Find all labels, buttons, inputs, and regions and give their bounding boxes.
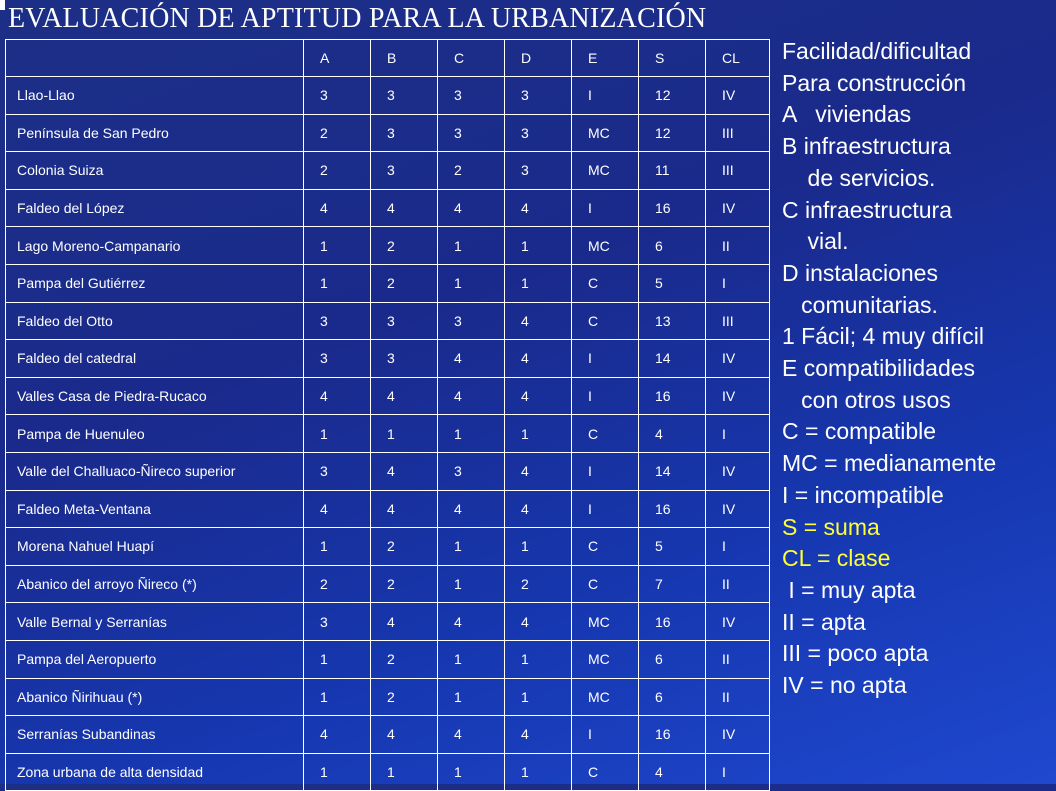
value-cell-s: 14 [639, 452, 706, 490]
value-cell-d: 1 [505, 264, 572, 302]
aptitude-table [5, 39, 770, 791]
value-cell-a: 4 [304, 716, 371, 754]
value-cell-e: I [572, 716, 639, 754]
legend-line: 1 Fácil; 4 muy difícil [782, 323, 984, 350]
value-cell-cl: IV [706, 377, 770, 415]
value-cell-cl: IV [706, 77, 770, 115]
legend-line: Para construcción [782, 69, 967, 96]
value-cell-cl: I [706, 415, 770, 453]
value-cell-cl: I [706, 264, 770, 302]
value-cell-c: 3 [438, 77, 505, 115]
header-cell-s: S [639, 40, 706, 77]
value-cell-e: C [572, 302, 639, 340]
table-row [6, 603, 770, 641]
value-cell-cl: IV [706, 603, 770, 641]
table-row [6, 452, 770, 490]
value-cell-e: C [572, 415, 639, 453]
zone-name-cell: Morena Nahuel Huapí [6, 528, 304, 566]
value-cell-cl: IV [706, 452, 770, 490]
table-row [6, 565, 770, 603]
value-cell-c: 4 [438, 716, 505, 754]
value-cell-c: 4 [438, 603, 505, 641]
zone-name-cell: Faldeo del Otto [6, 302, 304, 340]
value-cell-a: 4 [304, 490, 371, 528]
header-cell-b: B [371, 40, 438, 77]
value-cell-s: 5 [639, 528, 706, 566]
value-cell-cl: II [706, 640, 770, 678]
value-cell-d: 1 [505, 227, 572, 265]
value-cell-cl: II [706, 678, 770, 716]
value-cell-d: 4 [505, 302, 572, 340]
value-cell-a: 1 [304, 753, 371, 791]
value-cell-s: 16 [639, 716, 706, 754]
value-cell-d: 1 [505, 678, 572, 716]
value-cell-b: 3 [371, 77, 438, 115]
value-cell-s: 6 [639, 640, 706, 678]
legend-line: CL = clase [782, 545, 891, 572]
value-cell-a: 2 [304, 152, 371, 190]
value-cell-a: 4 [304, 189, 371, 227]
zone-name-cell: Colonia Suiza [6, 152, 304, 190]
value-cell-s: 6 [639, 227, 706, 265]
value-cell-d: 3 [505, 114, 572, 152]
zone-name-cell: Faldeo Meta-Ventana [6, 490, 304, 528]
value-cell-d: 4 [505, 377, 572, 415]
value-cell-e: C [572, 565, 639, 603]
table-row [6, 678, 770, 716]
value-cell-s: 16 [639, 377, 706, 415]
legend-line: I = muy apta [782, 576, 916, 603]
value-cell-a: 1 [304, 528, 371, 566]
value-cell-c: 1 [438, 528, 505, 566]
value-cell-b: 4 [371, 603, 438, 641]
zone-name-cell: Faldeo del López [6, 189, 304, 227]
value-cell-d: 1 [505, 415, 572, 453]
value-cell-cl: III [706, 152, 770, 190]
legend-line: IV = no apta [782, 672, 907, 699]
zone-name-cell: Península de San Pedro [6, 114, 304, 152]
legend-line: C infraestructura [782, 196, 953, 223]
value-cell-b: 4 [371, 377, 438, 415]
value-cell-e: MC [572, 152, 639, 190]
value-cell-c: 1 [438, 415, 505, 453]
legend-line: con otros usos [782, 386, 951, 413]
value-cell-cl: I [706, 753, 770, 791]
value-cell-cl: I [706, 528, 770, 566]
header-cell-a: A [304, 40, 371, 77]
value-cell-cl: IV [706, 340, 770, 378]
header-cell-cl: CL [706, 40, 770, 77]
legend [782, 36, 1054, 702]
value-cell-cl: IV [706, 490, 770, 528]
value-cell-c: 4 [438, 377, 505, 415]
table-row [6, 77, 770, 115]
value-cell-a: 3 [304, 77, 371, 115]
value-cell-b: 4 [371, 452, 438, 490]
legend-line: comunitarias. [782, 291, 938, 318]
value-cell-d: 3 [505, 77, 572, 115]
value-cell-b: 3 [371, 152, 438, 190]
legend-line: B infraestructura [782, 133, 951, 160]
legend-line: III = poco apta [782, 640, 929, 667]
zone-name-cell: Llao-Llao [6, 77, 304, 115]
value-cell-e: I [572, 452, 639, 490]
value-cell-d: 4 [505, 716, 572, 754]
value-cell-c: 4 [438, 340, 505, 378]
zone-name-cell: Pampa del Aeropuerto [6, 640, 304, 678]
zone-name-cell: Abanico del arroyo Ñireco (*) [6, 565, 304, 603]
zone-name-cell: Valles Casa de Piedra-Rucaco [6, 377, 304, 415]
value-cell-b: 2 [371, 227, 438, 265]
value-cell-d: 4 [505, 490, 572, 528]
value-cell-a: 2 [304, 565, 371, 603]
header-cell-name [6, 40, 304, 77]
legend-line: MC = medianamente [782, 450, 997, 477]
value-cell-c: 4 [438, 189, 505, 227]
value-cell-e: MC [572, 227, 639, 265]
value-cell-s: 16 [639, 490, 706, 528]
value-cell-a: 1 [304, 264, 371, 302]
table-row [6, 716, 770, 754]
table-row [6, 152, 770, 190]
value-cell-b: 2 [371, 640, 438, 678]
table-row [6, 415, 770, 453]
legend-line: Facilidad/dificultad [782, 38, 972, 64]
value-cell-a: 3 [304, 452, 371, 490]
value-cell-cl: III [706, 302, 770, 340]
value-cell-s: 7 [639, 565, 706, 603]
zone-name-cell: Serranías Subandinas [6, 716, 304, 754]
value-cell-e: I [572, 77, 639, 115]
value-cell-c: 1 [438, 640, 505, 678]
legend-line: E compatibilidades [782, 355, 976, 382]
value-cell-c: 3 [438, 302, 505, 340]
value-cell-e: I [572, 377, 639, 415]
table-row [6, 114, 770, 152]
value-cell-c: 1 [438, 565, 505, 603]
value-cell-c: 1 [438, 678, 505, 716]
value-cell-cl: II [706, 565, 770, 603]
value-cell-d: 4 [505, 603, 572, 641]
value-cell-a: 1 [304, 678, 371, 716]
value-cell-b: 2 [371, 528, 438, 566]
value-cell-s: 16 [639, 603, 706, 641]
value-cell-s: 5 [639, 264, 706, 302]
value-cell-b: 1 [371, 415, 438, 453]
value-cell-b: 3 [371, 114, 438, 152]
zone-name-cell: Zona urbana de alta densidad [6, 753, 304, 791]
value-cell-e: C [572, 264, 639, 302]
value-cell-e: I [572, 340, 639, 378]
value-cell-a: 3 [304, 340, 371, 378]
value-cell-d: 4 [505, 189, 572, 227]
value-cell-d: 4 [505, 340, 572, 378]
table-row [6, 490, 770, 528]
legend-line: de servicios. [782, 164, 936, 191]
value-cell-b: 2 [371, 565, 438, 603]
value-cell-c: 1 [438, 264, 505, 302]
table-row [6, 302, 770, 340]
legend-line: S = suma [782, 513, 880, 540]
value-cell-e: I [572, 189, 639, 227]
value-cell-s: 4 [639, 415, 706, 453]
value-cell-b: 2 [371, 264, 438, 302]
table-row [6, 264, 770, 302]
value-cell-d: 1 [505, 528, 572, 566]
value-cell-s: 14 [639, 340, 706, 378]
value-cell-cl: III [706, 114, 770, 152]
value-cell-a: 1 [304, 640, 371, 678]
legend-line: II = apta [782, 608, 866, 635]
value-cell-s: 12 [639, 77, 706, 115]
zone-name-cell: Pampa de Huenuleo [6, 415, 304, 453]
value-cell-c: 1 [438, 227, 505, 265]
header-cell-e: E [572, 40, 639, 77]
value-cell-s: 6 [639, 678, 706, 716]
legend-line: A viviendas [782, 101, 912, 128]
value-cell-a: 3 [304, 302, 371, 340]
value-cell-s: 13 [639, 302, 706, 340]
value-cell-e: MC [572, 114, 639, 152]
legend-line: vial. [782, 228, 849, 255]
table-row [6, 753, 770, 791]
value-cell-c: 3 [438, 114, 505, 152]
value-cell-b: 4 [371, 189, 438, 227]
value-cell-b: 2 [371, 678, 438, 716]
value-cell-b: 3 [371, 302, 438, 340]
value-cell-e: MC [572, 603, 639, 641]
value-cell-a: 3 [304, 603, 371, 641]
value-cell-a: 4 [304, 377, 371, 415]
table-row [6, 189, 770, 227]
legend-line: D instalaciones [782, 259, 938, 286]
value-cell-b: 3 [371, 340, 438, 378]
table-row [6, 377, 770, 415]
zone-name-cell: Faldeo del catedral [6, 340, 304, 378]
value-cell-s: 12 [639, 114, 706, 152]
value-cell-d: 1 [505, 640, 572, 678]
value-cell-c: 4 [438, 490, 505, 528]
value-cell-s: 11 [639, 152, 706, 190]
value-cell-b: 4 [371, 716, 438, 754]
value-cell-c: 2 [438, 152, 505, 190]
table-row [6, 640, 770, 678]
zone-name-cell: Pampa del Gutiérrez [6, 264, 304, 302]
value-cell-cl: IV [706, 189, 770, 227]
corner-mark [0, 0, 5, 10]
value-cell-e: C [572, 528, 639, 566]
value-cell-b: 1 [371, 753, 438, 791]
zone-name-cell: Lago Moreno-Campanario [6, 227, 304, 265]
value-cell-c: 1 [438, 753, 505, 791]
value-cell-a: 1 [304, 227, 371, 265]
table-row [6, 528, 770, 566]
table-row [6, 227, 770, 265]
value-cell-cl: II [706, 227, 770, 265]
value-cell-d: 4 [505, 452, 572, 490]
value-cell-e: I [572, 490, 639, 528]
legend-line: C = compatible [782, 418, 937, 445]
value-cell-a: 1 [304, 415, 371, 453]
value-cell-d: 1 [505, 753, 572, 791]
value-cell-e: C [572, 753, 639, 791]
value-cell-s: 4 [639, 753, 706, 791]
value-cell-cl: IV [706, 716, 770, 754]
value-cell-e: MC [572, 678, 639, 716]
value-cell-a: 2 [304, 114, 371, 152]
page-title: EVALUACIÓN DE APTITUD PARA LA URBANIZACIÓN [8, 3, 707, 34]
value-cell-d: 3 [505, 152, 572, 190]
value-cell-b: 4 [371, 490, 438, 528]
zone-name-cell: Abanico Ñirihuau (*) [6, 678, 304, 716]
table-row [6, 340, 770, 378]
table-header-row [6, 40, 770, 77]
value-cell-c: 3 [438, 452, 505, 490]
value-cell-e: MC [572, 640, 639, 678]
zone-name-cell: Valle del Challuaco-Ñireco superior [6, 452, 304, 490]
header-cell-d: D [505, 40, 572, 77]
legend-line: I = incompatible [782, 481, 944, 508]
value-cell-s: 16 [639, 189, 706, 227]
zone-name-cell: Valle Bernal y Serranías [6, 603, 304, 641]
value-cell-d: 2 [505, 565, 572, 603]
header-cell-c: C [438, 40, 505, 77]
